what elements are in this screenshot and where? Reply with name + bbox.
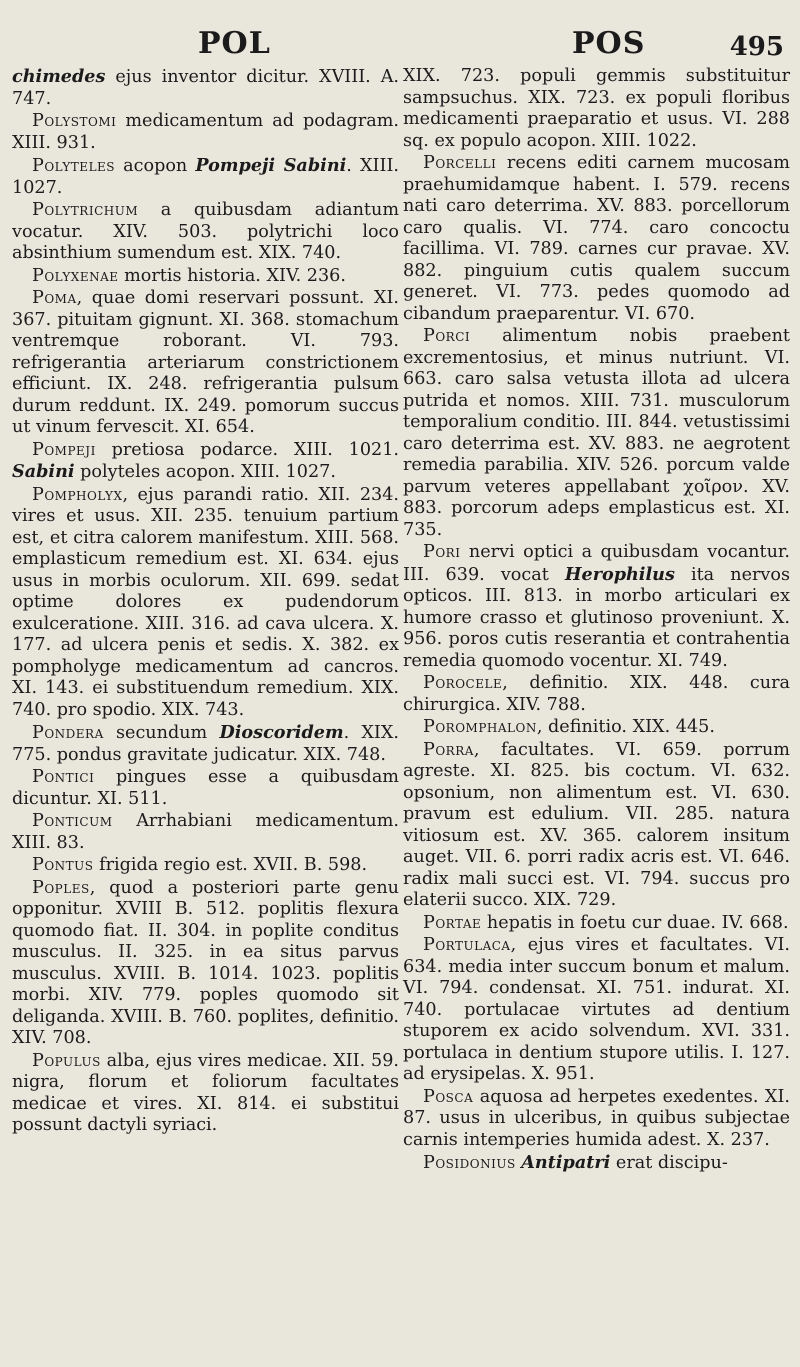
index-entry: Poromphalon, definitio. XIX. 445. xyxy=(423,717,715,737)
index-entry: Ponticum Arrhabiani medicamentum. XIII. 83. xyxy=(12,811,399,853)
index-entry: Populus alba, ejus vires medicae. XII. 59. nigra, florum et foliorum facultates medicae et vires. XI. 814. ei substitui possunt dactyli syriaci. xyxy=(12,1050,399,1135)
right-column xyxy=(403,66,790,1176)
index-entry: Poples, quod a posteriori parte genu opponitur. XVIII B. 512. poplitis flexura quomodo fiat. II. 304. in poplite conditus musculus. II. 325. in ea situs parvus musculus. XVIII. B. 1014. 1023. poplitis morbi. XIV. 779. poples quomodo sit deliganda. XVIII. B. 760. poplites, definitio. XIV. 708. xyxy=(12,877,399,1048)
index-entry: Pori nervi optici a quibusdam vocantur. III. 639. vocat Herophilus ita nervos opticos. III. 813. in morbo articulari ex humore crasso et glutinoso proveniunt. X. 956. poros cutis reserantia et contrahentia remedia quomodo vocentur. XI. 749. xyxy=(403,542,790,671)
running-head-right: POS xyxy=(572,26,646,61)
index-entry: Pontus frigida regio est. XVII. B. 598. xyxy=(32,855,368,875)
index-entry: Portae hepatis in foetu cur duae. IV. 668. xyxy=(423,912,789,933)
index-entry: Posidonius Antipatri erat discipu- xyxy=(423,1152,728,1173)
index-entry: Pondera secundum Dioscoridem. XIX. 775. pondus gravitate judicatur. XIX. 748. xyxy=(12,722,400,765)
page-header xyxy=(12,18,790,66)
index-entry: Portulaca, ejus vires et facultates. VI. 634. media inter succum bonum et malum. VI. 794. condensat. XI. 751. indurat. XI. 740. portulacae virtutes ad dentium stuporem ex acido solvendum. XVI. 331. portulaca in dentium stupore utilis. I. 127. ad erysipelas. X. 951. xyxy=(403,935,790,1084)
index-entry: Porra, facultates. VI. 659. porrum agreste. XI. 825. bis coctum. VI. 632. opsonium, non alimentum est. VI. 630. pravum est edulium. VII. 285. natura vitiosum est. XV. 365. calorem insitum auget. VII. 6. porri radix acris est. VI. 646. radix mali succi est. VI. 794. succus pro elaterii succo. XIX. 729. xyxy=(403,739,790,910)
index-entry: Pompholyx, ejus parandi ratio. XII. 234. vires et usus. XII. 235. tenuium partium est, et citra calorem manifestum. XIII. 568. emplasticum remedium est. XI. 634. ejus usus in morbis oculorum. XII. 699. sedat optime dolores ex pudendorum exulceratione. XIII. 316. ad cava ulcera. X. 177. ad ulcera penis et sedis. X. 382. ex pompholyge medicamentum ad cancros. XI. 143. ei substituendum remedium. XIX. 740. pro spodio. XIX. 743. xyxy=(12,484,399,720)
index-entry: Pontici pingues esse a quibusdam dicuntur. XI. 511. xyxy=(12,767,399,809)
index-entry: Polyteles acopon Pompeji Sabini. XIII. 1027. xyxy=(12,155,399,198)
index-entry: Poma, quae domi reservari possunt. XI. 367. pituitam gignunt. XI. 368. stomachum ventremque roborant. VI. 793. refrigerantia arteriarum constrictionem efficiunt. IX. 248. refrigerantia pulsum durum reddunt. IX. 249. pomorum succus ut vinum fervescit. XI. 654. xyxy=(12,288,399,437)
index-entry: Porcelli recens editi carnem mucosam praehumidamque habent. I. 579. recens nati caro deterrima. XV. 883. porcellorum caro qualis. VI. 774. caro concoctu facillima. VI. 789. carnes cur pravae. XV. 882. pinguium cutis qualem succum generet. VI. 773. pedes quomodo ad cibandum praeparentur. VI. 670. xyxy=(403,153,790,324)
index-entry: Posca aquosa ad herpetes exedentes. XI. 87. usus in ulceribus, in quibus subjectae carnis intemperies humida adest. X. 237. xyxy=(403,1086,790,1150)
index-entry: Polyxenae mortis historia. XIV. 236. xyxy=(32,265,346,286)
index-entry: chimedes ejus inventor dicitur. XVIII. A. 747. xyxy=(12,66,399,109)
index-entry: Porocele, definitio. XIX. 448. cura chirurgica. XIV. 788. xyxy=(403,673,790,715)
index-entry: Polystomi medicamentum ad podagram. XIII. 931. xyxy=(12,111,399,153)
index-entry: Porci alimentum nobis praebent excrementosius, et minus nutriunt. VI. 663. caro salsa vetusta illota ad ulcera putrida et nomos. XIII. 731. musculorum temporalium conditio. III. 844. vetustissimi caro deterrima est. XV. 883. ne aegrotent remedia parabilia. XIV. 526. porcum valde parvum veteres appellabant χοῖρον. XV. 883. porcorum adeps emplasticus est. XI. 735. xyxy=(403,326,790,540)
running-head-left: POL xyxy=(198,26,271,61)
text-columns xyxy=(12,66,790,1176)
index-entry: Polytrichum a quibusdam adiantum vocatur. XIV. 503. polytrichi loco absinthium sumendum est. XIX. 740. xyxy=(12,200,399,263)
page-number: 495 xyxy=(729,32,784,62)
index-entry: Pompeji pretiosa podarce. XIII. 1021. Sabini polyteles acopon. XIII. 1027. xyxy=(12,439,399,482)
index-entry: XIX. 723. populi gemmis substituitur sampsuchus. XIX. 723. ex populi floribus medicamenti praeparatio et usus. VI. 288 sq. ex populo acopon. XIII. 1022. xyxy=(403,66,790,151)
left-column xyxy=(12,66,399,1176)
